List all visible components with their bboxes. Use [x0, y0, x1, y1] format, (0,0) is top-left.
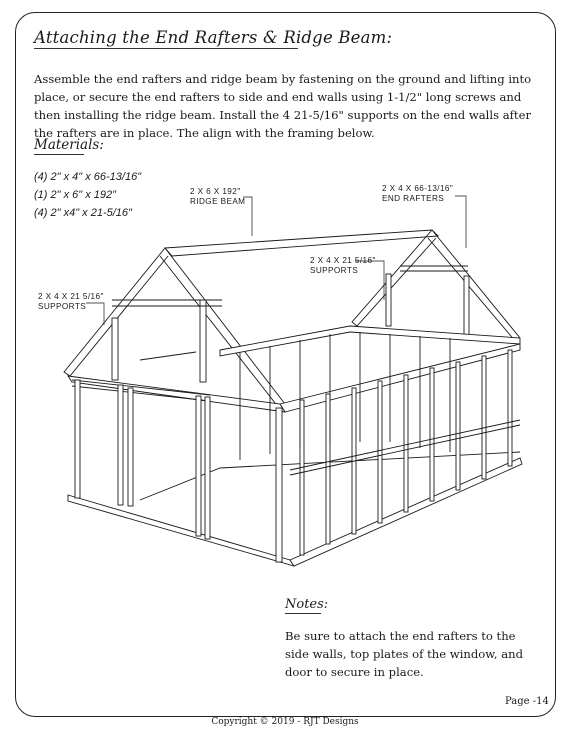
material-item: (1) 2" x 6" x 192": [34, 189, 117, 201]
ridge-beam-label: [190, 187, 245, 207]
notes-text: Be sure to attach the end rafters to the side walls, top plates of the window, and door to secure in place.: [285, 629, 523, 679]
page-number: Page -14: [505, 696, 549, 707]
supports-left-name: SUPPORTS: [38, 302, 87, 311]
supports-right-size: 2 X 4 X 21 5/16": [310, 256, 376, 265]
copyright: Copyright © 2019 - RJT Designs: [211, 717, 359, 727]
intro-paragraph: Assemble the end rafters and ridge beam by fastening on the ground and lifting into place, or secure the end rafters to side and end walls using 1-1/2" long screws and then installing the ridge beam. Install the 4 21-5/16" supports on the end walls after the rafters are in place. The align with the framing below.: [34, 72, 532, 140]
notes-heading: Notes:: [285, 597, 329, 612]
supports-right-label: [310, 256, 376, 276]
end-rafters-name: END RAFTERS: [382, 194, 445, 203]
supports-left-label: [38, 292, 104, 312]
materials-heading: Materials:: [34, 137, 104, 153]
material-item: (4) 2" x4" x 21-5/16": [34, 207, 132, 219]
supports-right-name: SUPPORTS: [310, 266, 359, 275]
end-rafters-size: 2 X 4 X 66-13/16": [382, 184, 454, 193]
ridge-beam-size: 2 X 6 X 192": [190, 187, 241, 196]
supports-left-size: 2 X 4 X 21 5/16": [38, 292, 104, 301]
ridge-beam-name: RIDGE BEAM: [190, 197, 246, 206]
page-title: Attaching the End Rafters & Ridge Beam:: [34, 28, 393, 47]
end-rafters-label: [382, 184, 453, 204]
material-item: (4) 2" x 4" x 66-13/16": [34, 171, 142, 183]
notes-underline: [285, 613, 321, 614]
